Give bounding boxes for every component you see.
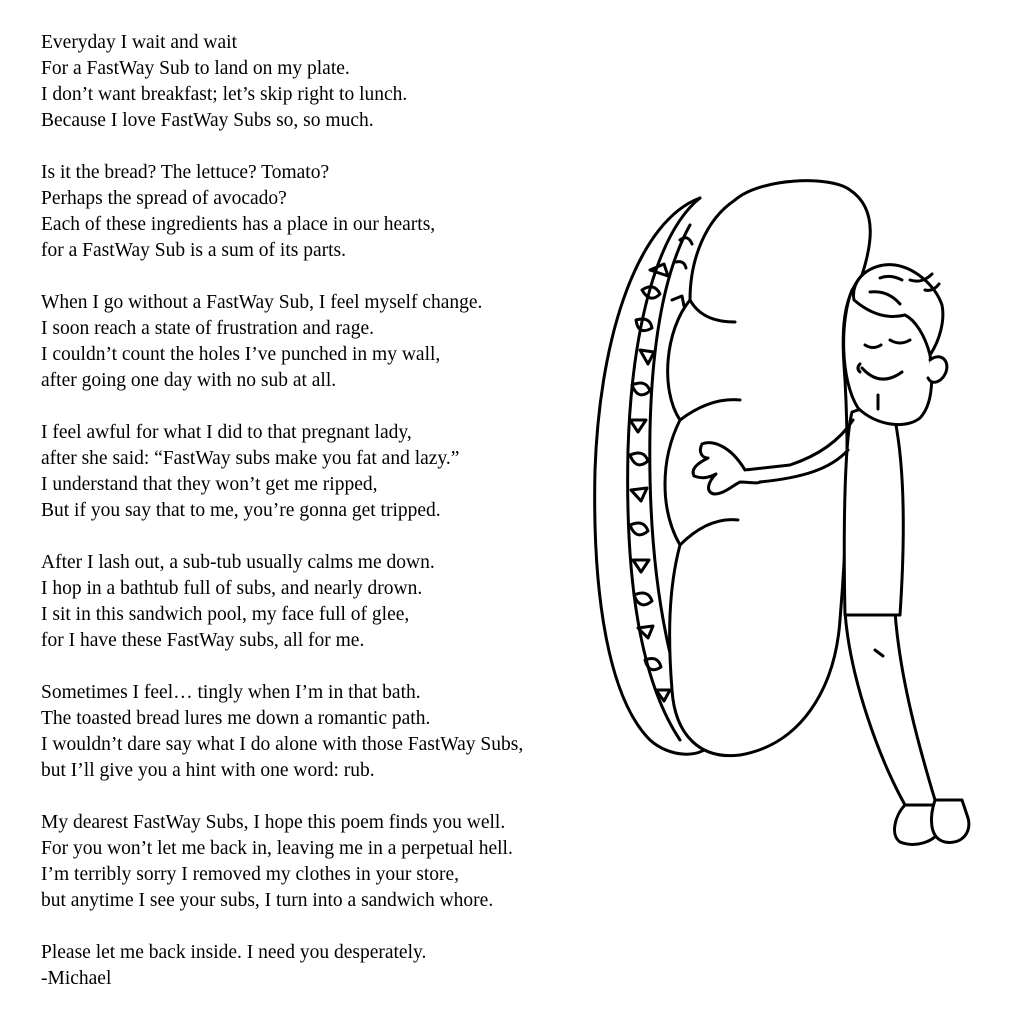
poem-line: -Michael [41, 968, 112, 989]
poem-line: The toasted bread lures me down a romantic path. [41, 708, 431, 729]
poem-line: When I go without a FastWay Sub, I feel myself change. [41, 292, 483, 313]
poem-line: After I lash out, a sub-tub usually calms me down. [41, 552, 435, 573]
poem-line: I soon reach a state of frustration and rage. [41, 318, 374, 339]
stanza [41, 30, 641, 134]
stanza [41, 160, 641, 264]
poem-line: Everyday I wait and wait [41, 32, 238, 53]
poem-line: Perhaps the spread of avocado? [41, 188, 287, 209]
stanza [41, 940, 641, 992]
poem-line: My dearest FastWay Subs, I hope this poem finds you well. [41, 812, 506, 833]
poem-line: I hop in a bathtub full of subs, and nearly drown. [41, 578, 423, 599]
poem-line: Is it the bread? The lettuce? Tomato? [41, 162, 330, 183]
man-shoes [895, 800, 969, 844]
poem-line: Because I love FastWay Subs so, so much. [41, 110, 374, 131]
poem-line: for I have these FastWay subs, all for me. [41, 630, 365, 651]
man-torso [844, 409, 903, 615]
poem-line: I feel awful for what I did to that pregnant lady, [41, 422, 412, 443]
poem-line: I don’t want breakfast; let’s skip right to lunch. [41, 84, 408, 105]
poem-line: Each of these ingredients has a place in our hearts, [41, 214, 436, 235]
man-legs [845, 612, 935, 805]
poem-line: I wouldn’t dare say what I do alone with those FastWay Subs, [41, 734, 524, 755]
man-head [844, 265, 947, 425]
poem-line: Please let me back inside. I need you desperately. [41, 942, 427, 963]
poem-line: but I’ll give you a hint with one word: rub. [41, 760, 375, 781]
man-hugging-sub-illustration [590, 170, 990, 860]
poem-line: after she said: “FastWay subs make you fat and lazy.” [41, 448, 460, 469]
poem-line: for a FastWay Sub is a sum of its parts. [41, 240, 346, 261]
poem-line: I understand that they won’t get me ripped, [41, 474, 378, 495]
stanza [41, 810, 641, 914]
poem-line: For you won’t let me back in, leaving me in a perpetual hell. [41, 838, 513, 859]
poem-line: but anytime I see your subs, I turn into a sandwich whore. [41, 890, 494, 911]
poem [41, 30, 641, 1018]
poem-line: But if you say that to me, you’re gonna get tripped. [41, 500, 441, 521]
stanza [41, 680, 641, 784]
stanza [41, 290, 641, 394]
poem-line: Sometimes I feel… tingly when I’m in that bath. [41, 682, 421, 703]
poem-line: I’m terribly sorry I removed my clothes in your store, [41, 864, 460, 885]
poem-line: For a FastWay Sub to land on my plate. [41, 58, 350, 79]
poem-line: after going one day with no sub at all. [41, 370, 337, 391]
poem-line: I sit in this sandwich pool, my face full of glee, [41, 604, 410, 625]
poem-line: I couldn’t count the holes I’ve punched in my wall, [41, 344, 441, 365]
stanza [41, 420, 641, 524]
stanza [41, 550, 641, 654]
